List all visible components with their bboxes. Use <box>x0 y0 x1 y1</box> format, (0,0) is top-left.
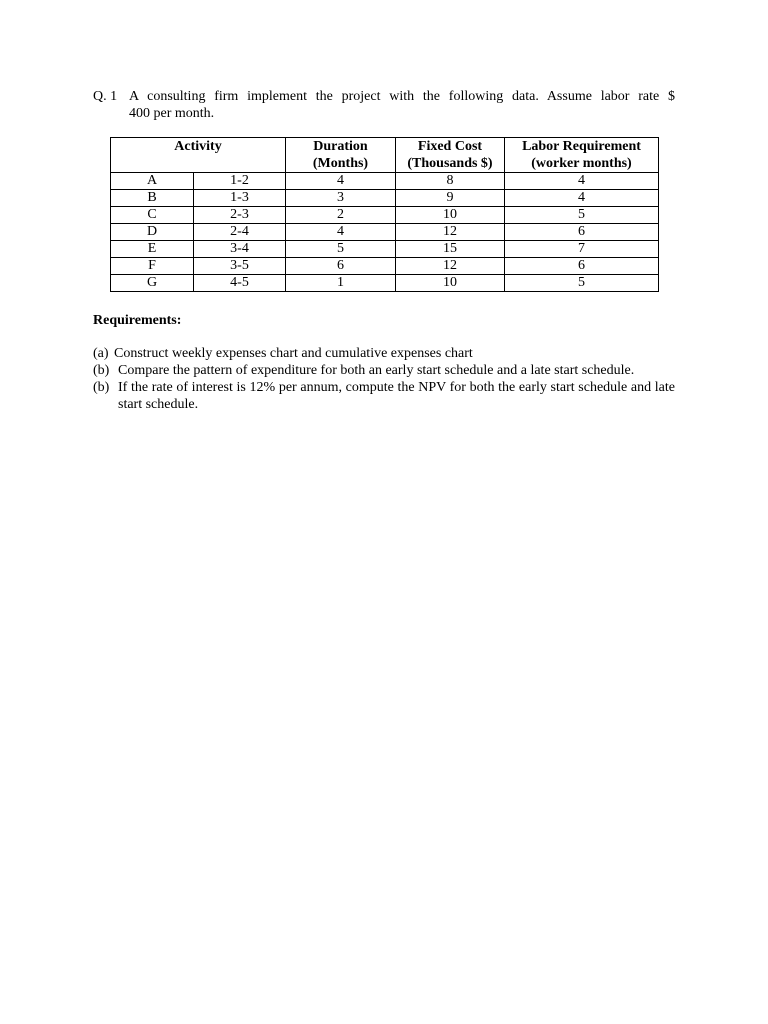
cell-fixed-cost: 10 <box>396 207 505 224</box>
question-block <box>93 88 675 122</box>
table-row <box>111 224 659 241</box>
requirement-marker: (b) <box>93 363 110 378</box>
cell-nodes: 2-3 <box>194 207 286 224</box>
header-duration-line1: Duration <box>313 139 368 154</box>
header-fixed-cost <box>396 138 505 173</box>
cell-activity: G <box>111 275 194 292</box>
cell-labor: 7 <box>505 241 659 258</box>
list-item <box>93 379 675 413</box>
cell-fixed-cost: 12 <box>396 224 505 241</box>
cell-nodes: 2-4 <box>194 224 286 241</box>
cell-fixed-cost: 15 <box>396 241 505 258</box>
cell-labor: 5 <box>505 275 659 292</box>
cell-activity: F <box>111 258 194 275</box>
table-row <box>111 241 659 258</box>
cell-activity: D <box>111 224 194 241</box>
requirements-heading: Requirements: <box>93 313 182 328</box>
cell-fixed-cost: 8 <box>396 173 505 190</box>
question-number: Q. 1 <box>93 89 118 104</box>
requirements-list <box>93 345 675 413</box>
header-fixed-cost-line1: Fixed Cost <box>417 139 483 154</box>
requirement-text: Construct weekly expenses chart and cumulative expenses chart <box>114 346 473 361</box>
requirement-marker: (b) <box>93 380 110 395</box>
table-row <box>111 258 659 275</box>
cell-fixed-cost: 9 <box>396 190 505 207</box>
header-labor-requirement <box>505 138 659 173</box>
cell-duration: 6 <box>286 258 396 275</box>
cell-duration: 2 <box>286 207 396 224</box>
cell-fixed-cost: 12 <box>396 258 505 275</box>
cell-activity: B <box>111 190 194 207</box>
table-row <box>111 190 659 207</box>
cell-duration: 3 <box>286 190 396 207</box>
requirement-marker: (a) <box>93 346 109 361</box>
header-fixed-cost-line2: (Thousands $) <box>407 156 493 171</box>
cell-activity: E <box>111 241 194 258</box>
header-labor-line2: (worker months) <box>531 156 632 171</box>
table-row <box>111 207 659 224</box>
table-row <box>111 173 659 190</box>
table-row <box>111 275 659 292</box>
header-duration-line2: (Months) <box>312 156 369 171</box>
header-duration <box>286 138 396 173</box>
question-text-line-1: A consulting firm implement the project with the following data. Assume labor rate $ <box>129 89 675 104</box>
cell-labor: 4 <box>505 190 659 207</box>
cell-labor: 6 <box>505 258 659 275</box>
cell-nodes: 1-3 <box>194 190 286 207</box>
cell-activity: A <box>111 173 194 190</box>
cell-labor: 6 <box>505 224 659 241</box>
list-item <box>93 345 675 362</box>
header-labor-line1: Labor Requirement <box>522 139 641 154</box>
list-item <box>93 362 675 379</box>
question-line-1 <box>93 88 675 105</box>
cell-duration: 4 <box>286 173 396 190</box>
requirement-text: Compare the pattern of expenditure for both an early start schedule and a late start schedule. <box>118 363 635 378</box>
project-data-table <box>110 137 659 292</box>
cell-nodes: 3-5 <box>194 258 286 275</box>
cell-duration: 5 <box>286 241 396 258</box>
cell-nodes: 3-4 <box>194 241 286 258</box>
cell-fixed-cost: 10 <box>396 275 505 292</box>
cell-labor: 5 <box>505 207 659 224</box>
cell-activity: C <box>111 207 194 224</box>
table-header-row <box>111 138 659 173</box>
cell-duration: 4 <box>286 224 396 241</box>
cell-nodes: 4-5 <box>194 275 286 292</box>
question-text-line-2: 400 per month. <box>129 106 215 121</box>
requirement-text: If the rate of interest is 12% per annum, compute the NPV for both the early start schedule and late start schedule. <box>118 380 675 412</box>
cell-labor: 4 <box>505 173 659 190</box>
header-activity: Activity <box>111 138 286 173</box>
cell-duration: 1 <box>286 275 396 292</box>
cell-nodes: 1-2 <box>194 173 286 190</box>
